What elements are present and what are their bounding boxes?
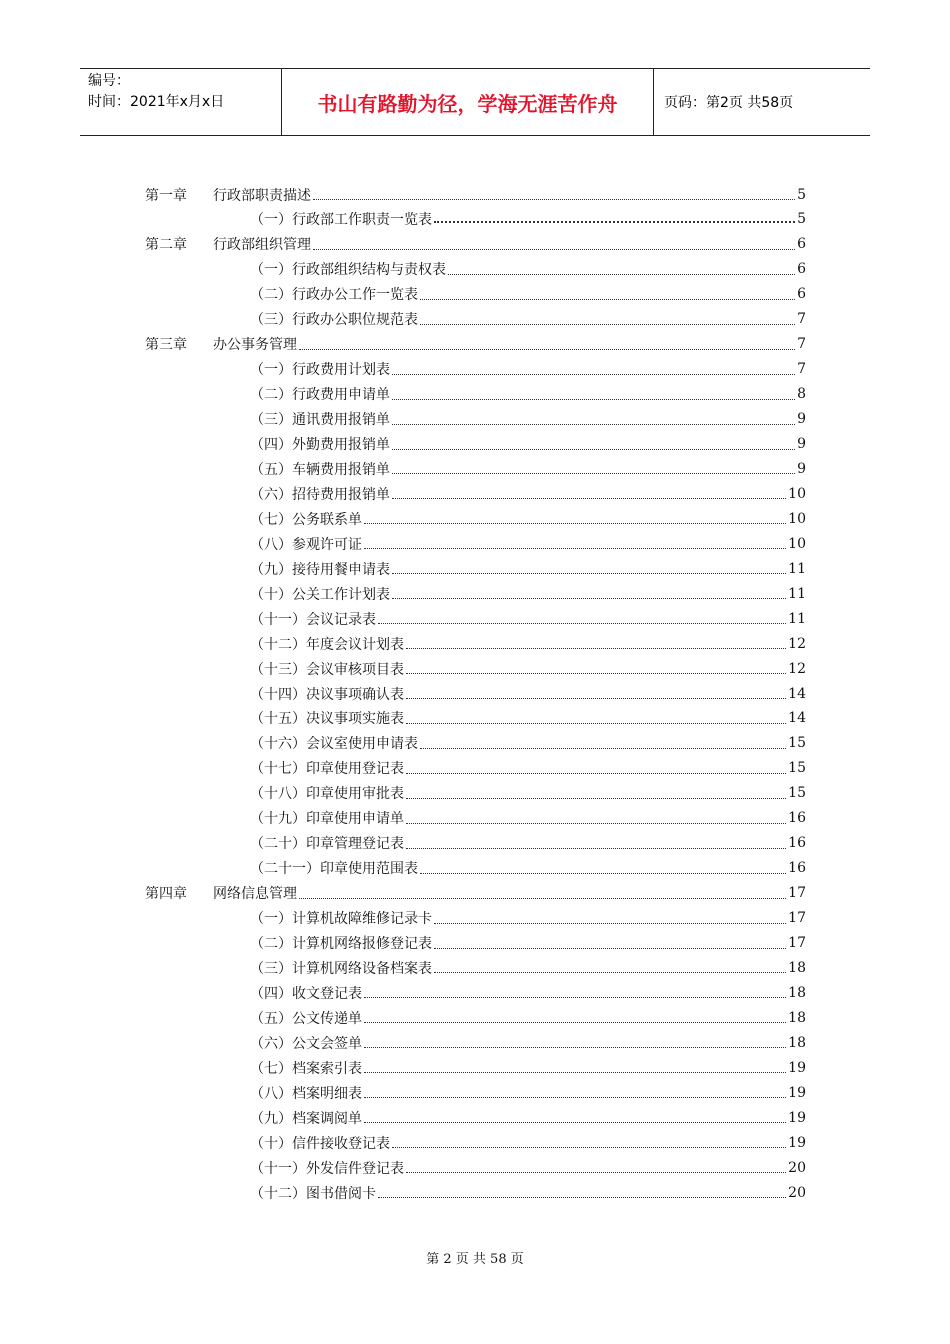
toc-entry[interactable] xyxy=(250,1055,806,1080)
toc-leader-dots xyxy=(392,498,786,499)
toc-entry[interactable] xyxy=(250,1130,806,1155)
toc-entry-title: （一）行政部工作职责一览表 xyxy=(250,212,432,229)
toc-entry[interactable] xyxy=(250,407,806,432)
toc-page-number: 7 xyxy=(797,361,806,378)
toc-entry[interactable] xyxy=(250,307,806,332)
toc-page-number: 5 xyxy=(797,211,806,228)
toc-entry[interactable] xyxy=(250,1030,806,1055)
toc-leader-dots xyxy=(392,573,786,574)
toc-entry[interactable] xyxy=(250,931,806,956)
toc-entry[interactable] xyxy=(250,831,806,856)
toc-leader-dots xyxy=(378,623,786,624)
toc-chapter-title: 行政部职责描述 xyxy=(213,187,311,204)
toc-leader-dots xyxy=(364,523,786,524)
toc-page-number: 16 xyxy=(788,860,806,877)
toc-page-number: 11 xyxy=(788,560,806,577)
toc-page-number: 10 xyxy=(788,510,806,527)
toc-chapter-number: 第三章 xyxy=(145,337,187,354)
toc-leader-dots xyxy=(364,1022,786,1023)
toc-page-number: 10 xyxy=(788,485,806,502)
toc-page-number: 6 xyxy=(797,236,806,253)
toc-leader-dots xyxy=(392,399,795,400)
toc-leader-dots xyxy=(392,449,795,450)
toc-leader-dots xyxy=(406,723,786,724)
toc-chapter-heading xyxy=(145,334,297,354)
toc-leader-dots xyxy=(406,773,786,774)
toc-page-number: 5 xyxy=(797,186,806,203)
toc-entry[interactable] xyxy=(250,556,806,581)
toc-leader-dots xyxy=(434,948,786,949)
toc-entry[interactable] xyxy=(250,432,806,457)
toc-chapter[interactable] xyxy=(145,332,806,357)
toc-chapter-number: 第四章 xyxy=(145,886,187,903)
toc-page-number: 11 xyxy=(788,585,806,602)
toc-entry[interactable] xyxy=(250,856,806,881)
toc-page-number: 16 xyxy=(788,835,806,852)
toc-leader-dots xyxy=(434,923,786,924)
toc-leader-dots xyxy=(392,598,786,599)
page-footer: 第 2 页 共 58 页 xyxy=(426,1252,524,1267)
toc-entry-title: （三）计算机网络设备档案表 xyxy=(250,960,432,977)
toc-leader-dots xyxy=(364,1097,786,1098)
toc-leader-dots xyxy=(420,299,795,300)
toc-leader-dots xyxy=(378,1197,786,1198)
toc-leader-dots xyxy=(299,349,795,350)
toc-leader-dots xyxy=(406,673,786,674)
toc-entry-title: （十二）图书借阅卡 xyxy=(250,1185,376,1202)
toc-entry[interactable] xyxy=(250,631,806,656)
toc-entry[interactable] xyxy=(250,581,806,606)
toc-page-number: 17 xyxy=(788,910,806,927)
toc-entry-title: （六）公文会签单 xyxy=(250,1035,362,1052)
toc-leader-dots xyxy=(420,324,795,325)
toc-entry[interactable] xyxy=(250,282,806,307)
toc-entry[interactable] xyxy=(250,357,806,382)
toc-page-number: 8 xyxy=(797,386,806,403)
toc-page-number: 11 xyxy=(788,610,806,627)
toc-leader-dots xyxy=(420,873,786,874)
toc-entry-title: （十）信件接收登记表 xyxy=(250,1135,390,1152)
toc-entry-title: （三）行政办公职位规范表 xyxy=(250,312,418,329)
toc-page-number: 20 xyxy=(788,1159,806,1176)
toc-page-number: 7 xyxy=(797,311,806,328)
toc-entry[interactable] xyxy=(250,955,806,980)
toc-leader-dots xyxy=(406,848,786,849)
toc-entry-title: （十三）会议审核项目表 xyxy=(250,661,404,678)
toc-entry-title: （一）行政费用计划表 xyxy=(250,362,390,379)
toc-leader-dots xyxy=(406,648,786,649)
toc-chapter-heading xyxy=(145,883,297,903)
toc-leader-dots xyxy=(364,1072,786,1073)
toc-page-number: 10 xyxy=(788,535,806,552)
toc-leader-dots xyxy=(434,972,786,973)
toc-entry[interactable] xyxy=(250,1080,806,1105)
toc-leader-dots xyxy=(313,249,795,250)
toc-chapter-title: 网络信息管理 xyxy=(213,886,297,903)
toc-entry[interactable] xyxy=(250,731,806,756)
toc-chapter-number: 第一章 xyxy=(145,187,187,204)
header-meta xyxy=(80,69,282,135)
toc-chapter-title: 办公事务管理 xyxy=(213,337,297,354)
toc-leader-dots xyxy=(364,997,786,998)
toc-chapter[interactable] xyxy=(145,232,806,257)
toc-entry[interactable] xyxy=(250,906,806,931)
toc-page-number: 18 xyxy=(788,984,806,1001)
document-number-label: 编号： xyxy=(88,73,130,89)
toc-entry-title: （七）公务联系单 xyxy=(250,511,362,528)
toc-page-number: 18 xyxy=(788,1034,806,1051)
toc-entry[interactable] xyxy=(250,706,806,731)
toc-page-number: 19 xyxy=(788,1134,806,1151)
toc-leader-dots xyxy=(313,199,795,200)
toc-entry-title: （十四）决议事项确认表 xyxy=(250,686,404,703)
toc-page-number: 6 xyxy=(797,286,806,303)
toc-entry-title: （十六）会议室使用申请表 xyxy=(250,736,418,753)
toc-entry-title: （八）参观许可证 xyxy=(250,536,362,553)
toc-page-number: 18 xyxy=(788,1009,806,1026)
toc-page-number: 15 xyxy=(788,785,806,802)
toc-entry-title: （一）计算机故障维修记录卡 xyxy=(250,911,432,928)
toc-entry-title: （七）档案索引表 xyxy=(250,1060,362,1077)
toc-entry[interactable] xyxy=(250,806,806,831)
toc-entry[interactable] xyxy=(250,1155,806,1180)
toc-entry[interactable] xyxy=(250,606,806,631)
toc-page-number: 9 xyxy=(797,436,806,452)
toc-entry[interactable] xyxy=(250,1105,806,1130)
toc-page-number: 12 xyxy=(788,635,806,652)
toc-entry-title: （九）档案调阅单 xyxy=(250,1110,362,1127)
toc-page-number: 12 xyxy=(788,660,806,677)
header-page-label: 页码：第2页 共58页 xyxy=(664,95,794,111)
toc-entry[interactable] xyxy=(250,456,806,481)
toc-entry[interactable] xyxy=(250,1180,806,1205)
toc-chapter-number: 第二章 xyxy=(145,237,187,254)
toc-page-number: 9 xyxy=(797,460,806,477)
toc-leader-dots xyxy=(392,473,795,474)
toc-entry-title: （五）公文传递单 xyxy=(250,1010,362,1027)
toc-entry-title: （九）接待用餐申请表 xyxy=(250,561,390,578)
toc-leader-dots xyxy=(406,1172,786,1173)
toc-entry[interactable] xyxy=(250,207,806,232)
toc-entry[interactable] xyxy=(250,1005,806,1030)
toc-page-number: 17 xyxy=(788,885,806,902)
document-time-label: 时间：2021年x月x日 xyxy=(88,94,225,110)
toc-entry[interactable] xyxy=(250,257,806,282)
toc-page-number: 14 xyxy=(788,685,806,702)
toc-entry[interactable] xyxy=(250,980,806,1005)
toc-entry-title: （一）行政部组织结构与责权表 xyxy=(250,262,446,279)
toc-leader-dots xyxy=(364,1122,786,1123)
header-motto: 书山有路勤为径，学海无涯苦作舟 xyxy=(282,69,654,135)
toc-entry-title: （十五）决议事项实施表 xyxy=(250,711,404,728)
toc-page-number: 19 xyxy=(788,1059,806,1076)
toc-entry-title: （十一）外发信件登记表 xyxy=(250,1160,404,1177)
toc-entry-title: （二十）印章管理登记表 xyxy=(250,836,404,853)
toc-entry-title: （六）招待费用报销单 xyxy=(250,486,390,503)
toc-page-number: 9 xyxy=(797,411,806,428)
toc-leader-dots xyxy=(406,698,786,699)
toc-page-number: 6 xyxy=(797,261,806,278)
toc-page-number: 15 xyxy=(788,735,806,752)
toc-page-number: 18 xyxy=(788,959,806,976)
toc-leader-dots xyxy=(406,823,786,824)
toc-leader-dots xyxy=(434,221,795,223)
toc-page-number: 14 xyxy=(788,710,806,727)
toc-entry[interactable] xyxy=(250,382,806,407)
toc-page-number: 19 xyxy=(788,1109,806,1126)
toc-page-number: 7 xyxy=(797,336,806,353)
toc-entry[interactable] xyxy=(250,531,806,556)
toc-entry-title: （五）车辆费用报销单 xyxy=(250,461,390,478)
toc-leader-dots xyxy=(299,898,786,899)
toc-leader-dots xyxy=(392,1147,786,1148)
toc-chapter-title: 行政部组织管理 xyxy=(213,237,311,254)
toc-page-number: 20 xyxy=(788,1184,806,1201)
toc-entry-title: （二）计算机网络报修登记表 xyxy=(250,936,432,952)
toc-entry-title: （十七）印章使用登记表 xyxy=(250,761,404,778)
toc-leader-dots xyxy=(420,748,786,749)
toc-entry-title: （八）档案明细表 xyxy=(250,1085,362,1102)
toc-entry-title: （十一）会议记录表 xyxy=(250,611,376,628)
toc-leader-dots xyxy=(364,548,786,549)
toc-leader-dots xyxy=(392,424,795,425)
toc-page-number: 15 xyxy=(788,760,806,777)
page-header xyxy=(80,68,870,136)
toc-entry-title: （二）行政办公工作一览表 xyxy=(250,287,418,304)
toc-entry-title: （十二）年度会议计划表 xyxy=(250,636,404,653)
toc-chapter[interactable] xyxy=(145,182,806,207)
toc-entry[interactable] xyxy=(250,481,806,506)
toc-entry[interactable] xyxy=(250,656,806,681)
toc-entry-title: （十八）印章使用审批表 xyxy=(250,786,404,803)
toc-entry-title: （十九）印章使用申请单 xyxy=(250,811,404,828)
toc-chapter-heading xyxy=(145,185,311,205)
toc-entry-title: （二十一）印章使用范围表 xyxy=(250,861,418,878)
toc-entry-title: （四）收文登记表 xyxy=(250,985,362,1002)
toc-chapter-heading xyxy=(145,234,311,254)
toc-entry[interactable] xyxy=(250,781,806,806)
toc-leader-dots xyxy=(448,274,795,275)
toc-entry-title: （三）通讯费用报销单 xyxy=(250,412,390,429)
toc-page-number: 19 xyxy=(788,1084,806,1101)
toc-entry-title: （十）公关工作计划表 xyxy=(250,586,390,603)
toc-entry[interactable] xyxy=(250,681,806,706)
toc-page-number: 16 xyxy=(788,810,806,827)
toc-chapter[interactable] xyxy=(145,881,806,906)
toc-leader-dots xyxy=(392,374,795,375)
toc-entry[interactable] xyxy=(250,506,806,531)
toc-entry-title: （四）外勤费用报销单 xyxy=(250,437,390,453)
toc-entry-title: （二）行政费用申请单 xyxy=(250,387,390,404)
toc-leader-dots xyxy=(364,1047,786,1048)
toc-entry[interactable] xyxy=(250,756,806,781)
toc-leader-dots xyxy=(406,798,786,799)
toc-page-number: 17 xyxy=(788,935,806,951)
